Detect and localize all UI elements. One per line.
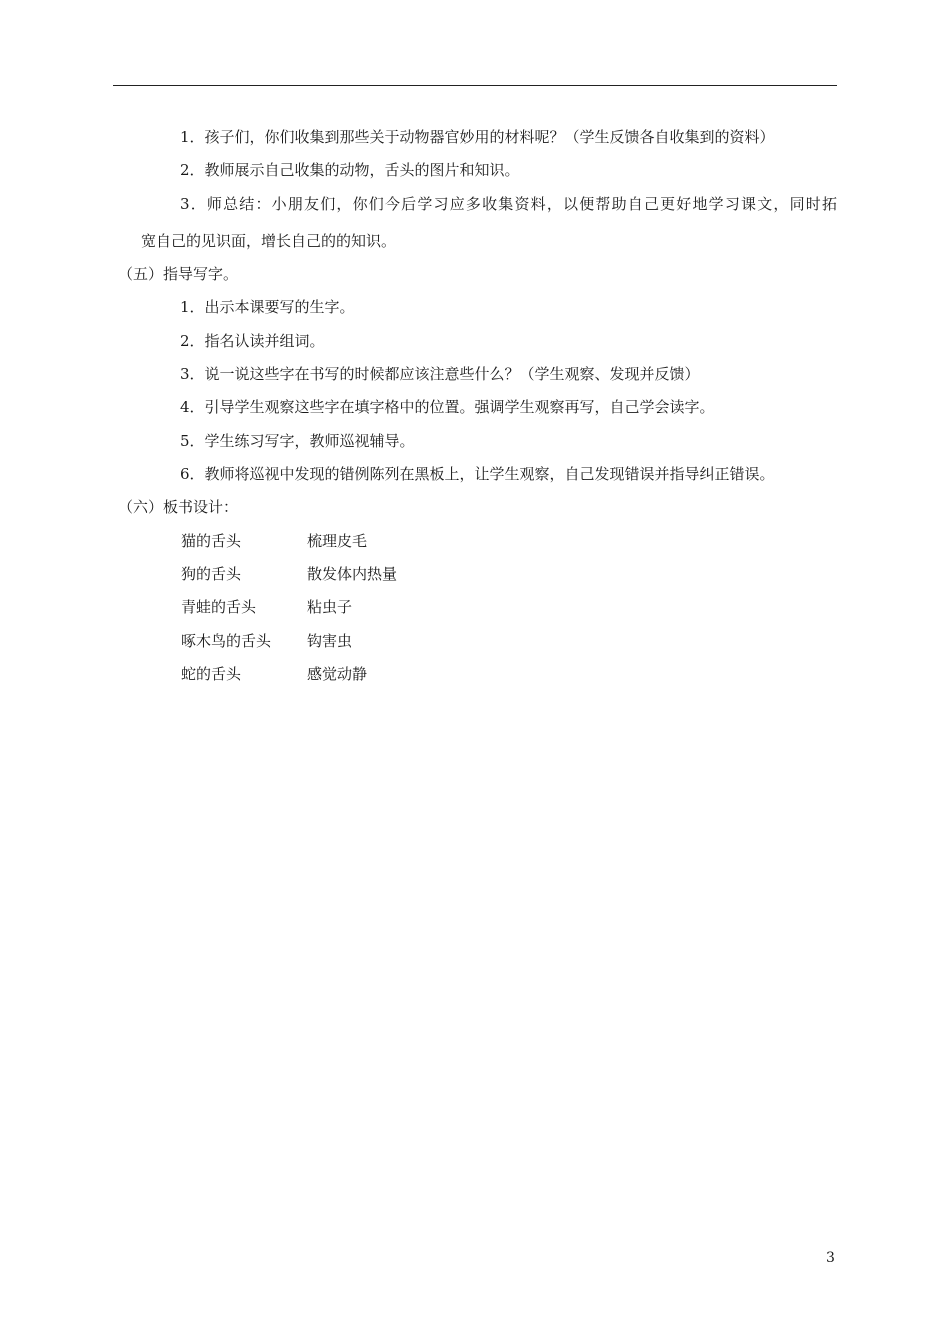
section-5-item-6: 6．教师将巡视中发现的错例陈列在黑板上，让学生观察，自己发现错误并指导纠正错误。 [180, 465, 775, 483]
board-row-2-right: 散发体内热量 [307, 565, 398, 583]
section-5-item-5: 5．学生练习写字，教师巡视辅导。 [180, 432, 415, 450]
paragraph-1: 1．孩子们，你们收集到那些关于动物器官妙用的材料呢？（学生反馈各自收集到的资料） [180, 128, 775, 146]
paragraph-3-line-1: 3．师总结：小朋友们，你们今后学习应多收集资料，以便帮助自己更好地学习课文，同时拓 [180, 195, 837, 213]
board-row-1-left: 猫的舌头 [181, 532, 242, 550]
board-row-1-right: 梳理皮毛 [307, 532, 368, 550]
header-rule [113, 85, 837, 86]
board-row-5-right: 感觉动静 [307, 665, 368, 683]
section-5-item-4: 4．引导学生观察这些字在填字格中的位置。强调学生观察再写，自己学会读字。 [180, 398, 715, 416]
section-5-heading: （五）指导写字。 [118, 265, 239, 283]
paragraph-2: 2．教师展示自己收集的动物，舌头的图片和知识。 [180, 161, 520, 179]
board-row-4-left: 啄木鸟的舌头 [181, 632, 272, 650]
page-number: 3 [826, 1250, 835, 1266]
board-row-2-left: 狗的舌头 [181, 565, 242, 583]
board-row-4-right: 钩害虫 [307, 632, 353, 650]
board-row-3-left: 青蛙的舌头 [181, 598, 257, 616]
board-row-3-right: 粘虫子 [307, 598, 353, 616]
board-row-5-left: 蛇的舌头 [181, 665, 242, 683]
section-6-heading: （六）板书设计： [118, 498, 239, 516]
section-5-item-2: 2．指名认读并组词。 [180, 332, 325, 350]
section-5-item-1: 1．出示本课要写的生字。 [180, 298, 355, 316]
paragraph-3-line-2: 宽自己的见识面，增长自己的的知识。 [141, 232, 397, 250]
section-5-item-3: 3．说一说这些字在书写的时候都应该注意些什么？（学生观察、发现并反馈） [180, 365, 700, 383]
